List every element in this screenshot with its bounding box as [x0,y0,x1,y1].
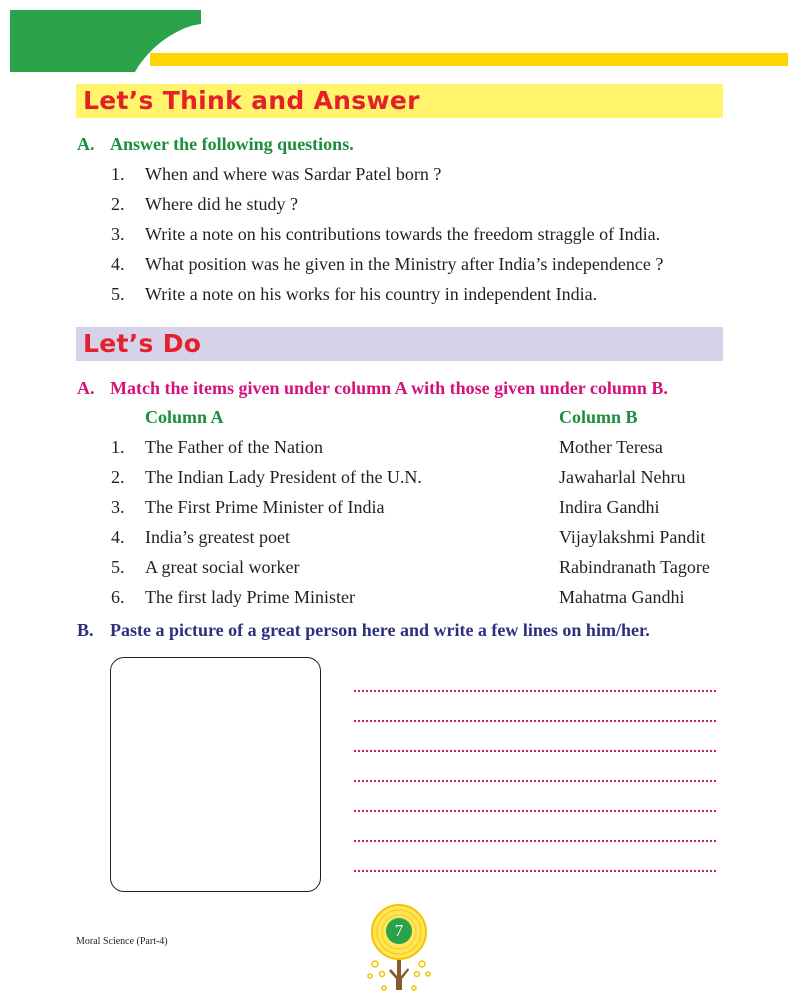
page-number: 7 [394,921,404,940]
match-number: 3. [111,497,125,517]
book-title: Moral Science (Part-4) [76,936,168,947]
column-a-header: Column A [145,407,224,427]
writing-line[interactable] [354,870,716,872]
question-text: Write a note on his works for his country in independent India. [145,284,598,304]
question-text: Where did he study ? [145,194,298,214]
question-number: 3. [111,224,125,244]
match-number: 6. [111,587,125,607]
column-a-item: A great social worker [145,557,300,577]
column-b-header: Column B [559,407,638,427]
question-number: 5. [111,284,125,304]
question-number: 1. [111,164,125,184]
section-title-lets-do: Let’s Do [83,329,202,358]
picture-paste-box[interactable] [110,657,321,892]
writing-line[interactable] [354,720,716,722]
writing-line[interactable] [354,690,716,692]
column-b-item: Mother Teresa [559,437,663,457]
match-number: 5. [111,557,125,577]
part-heading: Paste a picture of a great person here and write a few lines on him/her. [110,620,650,640]
match-number: 4. [111,527,125,547]
match-number: 1. [111,437,125,457]
writing-line[interactable] [354,780,716,782]
question-number: 2. [111,194,125,214]
part-letter: A. [77,134,95,154]
part-letter: A. [77,378,95,398]
tree-page-icon [362,902,440,998]
question-number: 4. [111,254,125,274]
column-b-item: Jawaharlal Nehru [559,467,686,487]
part-heading: Match the items given under column A with those given under column B. [110,378,668,398]
question-text: What position was he given in the Ministry after India’s independence ? [145,254,664,274]
column-a-item: India’s greatest poet [145,527,290,547]
top-decoration [0,0,799,80]
question-text: When and where was Sardar Patel born ? [145,164,442,184]
yellow-header-bar [150,53,788,66]
question-text: Write a note on his contributions towards the freedom straggle of India. [145,224,661,244]
column-a-item: The Father of the Nation [145,437,323,457]
part-letter: B. [77,620,94,640]
column-b-item: Vijaylakshmi Pandit [559,527,706,547]
match-number: 2. [111,467,125,487]
column-a-item: The Indian Lady President of the U.N. [145,467,422,487]
writing-line[interactable] [354,750,716,752]
column-a-item: The First Prime Minister of India [145,497,385,517]
column-b-item: Rabindranath Tagore [559,557,710,577]
column-b-item: Mahatma Gandhi [559,587,685,607]
writing-line[interactable] [354,810,716,812]
writing-line[interactable] [354,840,716,842]
part-heading: Answer the following questions. [110,134,354,154]
column-b-item: Indira Gandhi [559,497,660,517]
section-title-think-answer: Let’s Think and Answer [83,86,420,115]
column-a-item: The first lady Prime Minister [145,587,355,607]
